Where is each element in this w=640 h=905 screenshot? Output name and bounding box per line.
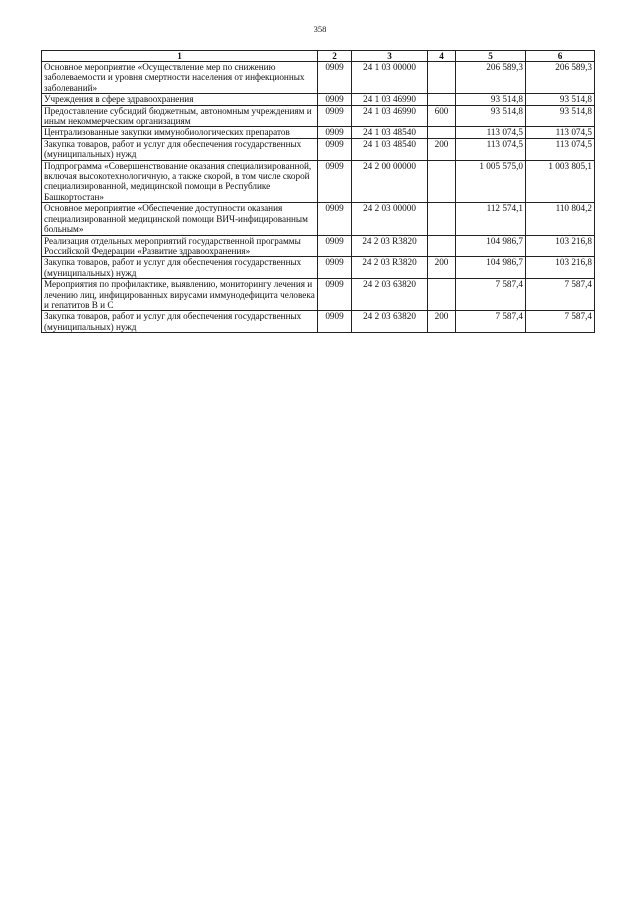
row-amount-2: 110 804,2	[526, 203, 595, 235]
row-expense-type	[428, 235, 456, 257]
table-body	[42, 62, 595, 333]
row-amount-2: 93 514,8	[526, 94, 595, 105]
row-section: 0909	[318, 311, 352, 333]
row-target-article: 24 1 03 00000	[352, 62, 428, 94]
row-target-article: 24 2 03 63820	[352, 279, 428, 311]
row-name: Основное мероприятие «Осуществление мер по снижению заболеваемости и уровня смертности населения от инфекционных заболеваний»	[42, 62, 318, 94]
table-row	[42, 235, 595, 257]
column-header-expense-type: 4	[428, 51, 456, 62]
row-expense-type	[428, 127, 456, 138]
row-name: Предоставление субсидий бюджетным, автономным учреждениям и иным некоммерческим организациям	[42, 105, 318, 127]
row-section: 0909	[318, 235, 352, 257]
row-amount-1: 206 589,3	[456, 62, 526, 94]
table-row	[42, 138, 595, 160]
row-name: Закупка товаров, работ и услуг для обеспечения государственных (муниципальных) нужд	[42, 311, 318, 333]
row-target-article: 24 2 03 R3820	[352, 257, 428, 279]
row-target-article: 24 2 03 R3820	[352, 235, 428, 257]
row-expense-type	[428, 94, 456, 105]
table-header-row	[42, 51, 595, 62]
row-amount-1: 104 986,7	[456, 235, 526, 257]
column-header-amount-2: 6	[526, 51, 595, 62]
row-section: 0909	[318, 62, 352, 94]
row-name: Учреждения в сфере здравоохранения	[42, 94, 318, 105]
table-row	[42, 105, 595, 127]
row-name: Реализация отдельных мероприятий государственной программы Российской Федерации «Развитие здравоохранения»	[42, 235, 318, 257]
row-name: Мероприятия по профилактике, выявлению, мониторингу лечения и лечению лиц, инфицированных вирусами иммунодефицита человека и гепатитов В и С	[42, 279, 318, 311]
row-amount-1: 7 587,4	[456, 279, 526, 311]
table-row	[42, 160, 595, 203]
row-expense-type: 600	[428, 105, 456, 127]
row-amount-1: 112 574,1	[456, 203, 526, 235]
row-target-article: 24 1 03 48540	[352, 138, 428, 160]
row-amount-1: 1 005 575,0	[456, 160, 526, 203]
row-amount-2: 7 587,4	[526, 279, 595, 311]
row-target-article: 24 1 03 46990	[352, 105, 428, 127]
row-section: 0909	[318, 127, 352, 138]
row-expense-type: 200	[428, 311, 456, 333]
row-amount-2: 7 587,4	[526, 311, 595, 333]
column-header-name: 1	[42, 51, 318, 62]
row-section: 0909	[318, 203, 352, 235]
column-header-target-article: 3	[352, 51, 428, 62]
row-name: Закупка товаров, работ и услуг для обеспечения государственных (муниципальных) нужд	[42, 257, 318, 279]
row-expense-type	[428, 203, 456, 235]
column-header-amount-1: 5	[456, 51, 526, 62]
row-name: Основное мероприятие «Обеспечение доступности оказания специализированной медицинской помощи ВИЧ-инфицированным больным»	[42, 203, 318, 235]
row-amount-1: 104 986,7	[456, 257, 526, 279]
row-expense-type	[428, 160, 456, 203]
row-amount-2: 103 216,8	[526, 235, 595, 257]
table-row	[42, 257, 595, 279]
budget-table	[41, 50, 595, 333]
row-amount-1: 113 074,5	[456, 138, 526, 160]
row-section: 0909	[318, 105, 352, 127]
row-amount-2: 1 003 805,1	[526, 160, 595, 203]
row-section: 0909	[318, 160, 352, 203]
row-amount-2: 103 216,8	[526, 257, 595, 279]
row-amount-2: 113 074,5	[526, 127, 595, 138]
row-section: 0909	[318, 257, 352, 279]
row-expense-type: 200	[428, 257, 456, 279]
row-amount-1: 7 587,4	[456, 311, 526, 333]
row-target-article: 24 1 03 48540	[352, 127, 428, 138]
row-name: Закупка товаров, работ и услуг для обеспечения государственных (муниципальных) нужд	[42, 138, 318, 160]
row-section: 0909	[318, 279, 352, 311]
page-number: 358	[313, 24, 327, 34]
table-row	[42, 279, 595, 311]
row-amount-1: 93 514,8	[456, 94, 526, 105]
row-amount-1: 93 514,8	[456, 105, 526, 127]
table-row	[42, 127, 595, 138]
row-target-article: 24 1 03 46990	[352, 94, 428, 105]
row-target-article: 24 2 03 63820	[352, 311, 428, 333]
table-row	[42, 311, 595, 333]
table-row	[42, 203, 595, 235]
row-expense-type: 200	[428, 138, 456, 160]
row-expense-type	[428, 62, 456, 94]
row-amount-2: 93 514,8	[526, 105, 595, 127]
row-section: 0909	[318, 94, 352, 105]
row-section: 0909	[318, 138, 352, 160]
row-target-article: 24 2 03 00000	[352, 203, 428, 235]
row-expense-type	[428, 279, 456, 311]
row-amount-2: 206 589,3	[526, 62, 595, 94]
column-header-section: 2	[318, 51, 352, 62]
table-row	[42, 62, 595, 94]
row-name: Централизованные закупки иммунобиологических препаратов	[42, 127, 318, 138]
row-amount-1: 113 074,5	[456, 127, 526, 138]
table-row	[42, 94, 595, 105]
row-name: Подпрограмма «Совершенствование оказания специализированной, включая высокотехнологичную, а также скорой, в том числе скорой специализированной, медицинской помощи в Республике Башкортостан»	[42, 160, 318, 203]
row-target-article: 24 2 00 00000	[352, 160, 428, 203]
row-amount-2: 113 074,5	[526, 138, 595, 160]
